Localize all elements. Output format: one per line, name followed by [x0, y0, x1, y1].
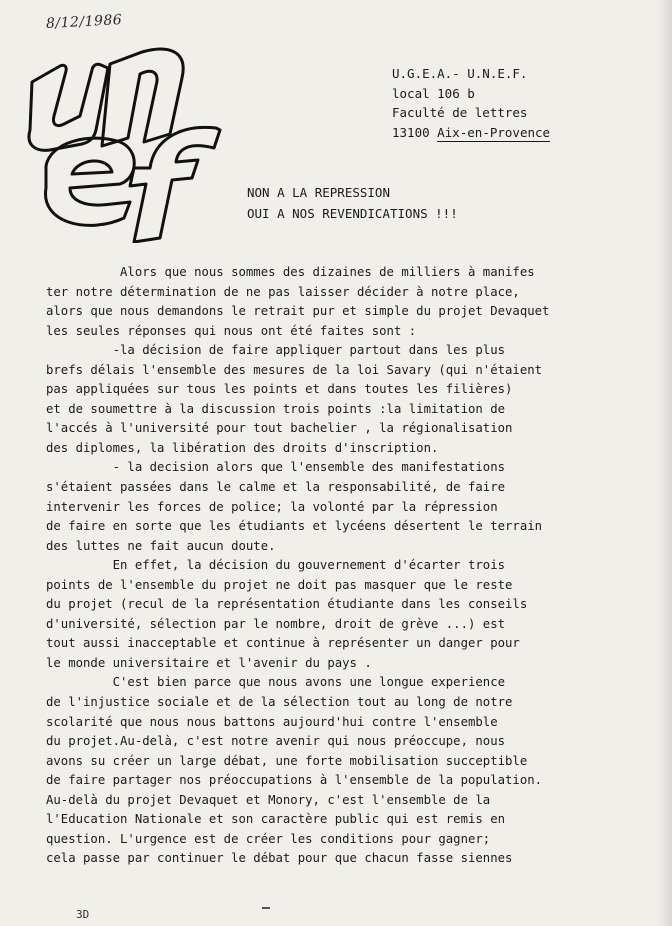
body-line: des diplomes, la libération des droits d'inscription.: [46, 440, 439, 455]
body-line: -la décision de faire appliquer partout dans les plus: [46, 343, 506, 358]
body-line: alors que nous demandons le retrait pur et simple du projet Devaquet: [46, 304, 550, 319]
body-line: l'Education Nationale et son caractère public qui est remis en: [46, 812, 506, 827]
body-line: brefs délais l'ensemble des mesures de la loi Savary (qui n'étaient: [46, 362, 543, 377]
address-city: Aix-en-Provence: [437, 124, 551, 140]
body-text: [46, 263, 606, 869]
body-line: - la decision alors que l'ensemble des manifestations: [46, 460, 506, 475]
headline-line-2: OUI A NOS REVENDICATIONS !!!: [247, 206, 458, 221]
body-line: En effet, la décision du gouvernement d'écarter trois: [46, 558, 506, 573]
footer-dash: [262, 907, 270, 909]
body-line: s'étaient passées dans le calme et la responsabilité, de faire: [46, 480, 506, 495]
body-line: cela passe par continuer le débat pour que chacun fasse siennes: [46, 851, 513, 866]
body-line: l'accés à l'université pour tout bachelier , la régionalisation: [46, 421, 513, 436]
body-line: du projet (recul de la représentation étudiante dans les conseils: [46, 597, 528, 612]
body-line: ter notre détermination de ne pas laisser décider à notre place,: [46, 284, 520, 299]
address-postcode: 13100: [392, 124, 430, 140]
body-line: Au-delà du projet Devaquet et Monory, c'est l'ensemble de la: [46, 792, 491, 807]
address-line-2: local 106 b: [392, 85, 475, 101]
headline-line-1: NON A LA REPRESSION: [247, 185, 390, 200]
body-line: Alors que nous sommes des dizaines de milliers à manifes: [46, 265, 535, 279]
body-line: scolarité que nous nous battons aujourd'hui contre l'ensemble: [46, 714, 498, 729]
handwritten-date: 8/12/1986: [45, 12, 123, 32]
body-line: pas appliquées sur tous les points et dans toutes les filières): [46, 382, 513, 397]
address-line-3: Faculté de lettres: [392, 105, 528, 120]
body-line: de faire en sorte que les étudiants et lycéens désertent le terrain: [46, 519, 543, 534]
body-line: tout aussi inacceptable et continue à représenter un danger pour: [46, 636, 520, 651]
unef-logo: [20, 38, 230, 243]
body-line: et de soumettre à la discussion trois points :la limitation de: [46, 401, 506, 416]
body-line: question. L'urgence est de créer les conditions pour gagner;: [46, 831, 491, 846]
body-line: avons su créer un large débat, une forte mobilisation succeptible: [46, 753, 528, 768]
address-line-1: U.G.E.A.- U.N.E.F.: [392, 66, 528, 81]
body-line: de faire partager nos préoccupations à l'ensemble de la population.: [46, 773, 543, 788]
page-footer-mark: 3D: [76, 908, 90, 921]
body-line: le monde universitaire et l'avenir du pays .: [46, 655, 372, 670]
body-line: d'université, sélection par le nombre, droit de grève ...) est: [46, 616, 506, 631]
body-line: de l'injustice sociale et de la sélection tout au long de notre: [46, 695, 513, 710]
body-line: intervenir les forces de police; la volonté par la répression: [46, 499, 498, 514]
sender-address: [392, 64, 550, 142]
headline: [247, 182, 458, 224]
body-line: points de l'ensemble du projet ne doit pas masquer que le reste: [46, 577, 513, 592]
body-line: du projet.Au-delà, c'est notre avenir qui nous préoccupe, nous: [46, 734, 506, 749]
body-line: les seules réponses qui nous ont été faites sont :: [46, 323, 417, 338]
body-line: des luttes ne fait aucun doute.: [46, 538, 276, 553]
body-line: C'est bien parce que nous avons une longue experience: [46, 675, 506, 690]
